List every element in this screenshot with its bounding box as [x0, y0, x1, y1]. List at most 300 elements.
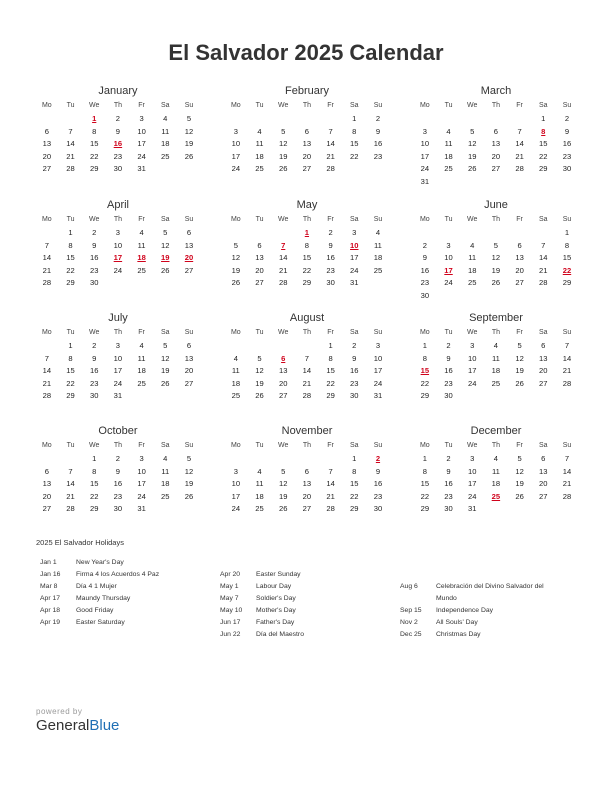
- day-cell: [508, 390, 532, 403]
- weekday-label: Tu: [255, 442, 264, 449]
- weekday-label: Sa: [350, 329, 359, 336]
- day-cell: 17: [137, 139, 146, 148]
- day-cell: 6: [304, 126, 310, 136]
- weekday-label: Th: [491, 102, 500, 109]
- day-cell: [342, 163, 366, 176]
- week-row: [35, 503, 201, 516]
- day-cell: 17: [420, 151, 430, 161]
- day-cell: 25: [137, 265, 146, 275]
- day-cell: 7: [564, 454, 570, 463]
- day-cell: 26: [467, 164, 477, 173]
- day-cell: 13: [515, 253, 524, 262]
- day-cell: [437, 113, 461, 126]
- weekday-label: Fr: [327, 102, 334, 109]
- month-name: December: [470, 425, 522, 437]
- weekday-header-row: [413, 213, 579, 227]
- weekday-label: Sa: [161, 329, 170, 336]
- day-cell: 5: [281, 466, 286, 476]
- day-cell: 15: [89, 479, 99, 488]
- weekday-label: Th: [491, 216, 500, 223]
- holiday-entry: [36, 581, 216, 593]
- month-name: October: [98, 425, 138, 437]
- weekday-label: Tu: [255, 102, 264, 109]
- holiday-name: Día del Maestro: [256, 631, 304, 638]
- day-cell: 22: [350, 151, 359, 161]
- week-row: [413, 265, 579, 278]
- day-cell: [437, 290, 461, 303]
- holiday-name: Easter Sunday: [256, 571, 301, 578]
- day-cell: 21: [66, 151, 75, 161]
- day-cell: 4: [493, 454, 499, 463]
- day-cell: [508, 503, 532, 516]
- day-cell: 30: [89, 391, 99, 400]
- day-cell: 10: [444, 253, 453, 262]
- holiday-day-cell: 2: [375, 454, 381, 463]
- day-cell: 23: [562, 151, 572, 161]
- day-cell: 29: [302, 278, 312, 287]
- day-cell: [106, 277, 130, 290]
- holiday-date: Dec 25: [400, 631, 422, 638]
- day-cell: 8: [92, 466, 97, 476]
- day-cell: 5: [233, 240, 238, 250]
- week-row: [224, 265, 390, 278]
- day-cell: 20: [302, 151, 312, 161]
- weekday-header-row: [413, 326, 579, 340]
- day-cell: 29: [350, 504, 359, 513]
- day-cell: 6: [493, 126, 499, 136]
- day-cell: 28: [42, 278, 52, 287]
- day-cell: 1: [68, 228, 73, 237]
- week-row: [224, 478, 390, 491]
- day-cell: 1: [422, 454, 427, 463]
- holiday-entry: [36, 605, 216, 617]
- day-cell: 17: [467, 366, 477, 375]
- holiday-name: Father's Day: [256, 619, 295, 626]
- weekday-label: We: [278, 442, 289, 449]
- day-cell: [555, 176, 579, 189]
- month-name: June: [484, 199, 508, 211]
- holiday-entry: [216, 569, 396, 581]
- month-name: August: [289, 312, 325, 324]
- day-cell: 26: [161, 378, 170, 388]
- day-cell: 9: [422, 253, 427, 262]
- day-cell: 14: [302, 366, 312, 375]
- day-cell: 23: [373, 151, 383, 161]
- day-cell: 27: [255, 278, 264, 287]
- brand-name-general: General: [36, 717, 90, 734]
- holiday-date: Jan 1: [40, 559, 57, 566]
- day-cell: 18: [255, 491, 264, 501]
- day-cell: 31: [113, 391, 123, 400]
- day-cell: 17: [467, 479, 477, 488]
- week-row: [413, 240, 579, 253]
- day-cell: [508, 176, 532, 189]
- holiday-column-0: [36, 557, 216, 629]
- week-row: [224, 252, 390, 265]
- weekday-label: Tu: [66, 216, 75, 223]
- day-cell: 23: [373, 491, 383, 501]
- day-cell: 20: [42, 491, 52, 501]
- holiday-name: Día 4 1 Mujer: [76, 583, 117, 590]
- weekday-label: We: [278, 216, 289, 223]
- week-row: [413, 491, 579, 504]
- day-cell: 16: [89, 253, 99, 262]
- day-cell: 13: [42, 139, 52, 148]
- holiday-entry: [216, 617, 396, 629]
- day-cell: 19: [491, 265, 501, 275]
- day-cell: [555, 290, 579, 303]
- day-cell: 27: [42, 164, 52, 173]
- day-cell: 13: [491, 139, 501, 148]
- day-cell: 12: [161, 240, 170, 250]
- day-cell: 18: [444, 151, 453, 161]
- weekday-label: Sa: [350, 216, 359, 223]
- week-row: [224, 277, 390, 290]
- day-cell: [224, 340, 248, 353]
- holiday-date: Apr 18: [40, 607, 61, 614]
- day-cell: 25: [255, 164, 264, 173]
- day-cell: 8: [92, 126, 97, 136]
- day-cell: 2: [564, 114, 570, 123]
- weekday-label: We: [278, 329, 289, 336]
- day-cell: 5: [163, 228, 168, 237]
- holiday-date: Mar 8: [40, 583, 58, 590]
- day-cell: 4: [375, 228, 381, 237]
- weekday-label: Mo: [41, 442, 52, 449]
- weekday-label: Su: [184, 216, 194, 223]
- week-row: [224, 126, 390, 139]
- day-cell: 25: [373, 265, 383, 275]
- day-cell: 6: [517, 240, 522, 250]
- weekday-label: We: [89, 216, 100, 223]
- weekday-label: Su: [562, 102, 572, 109]
- day-cell: 17: [137, 479, 146, 488]
- weekday-label: Tu: [444, 329, 453, 336]
- weekday-label: We: [467, 329, 478, 336]
- holiday-date: May 1: [220, 583, 239, 590]
- day-cell: 20: [491, 151, 501, 161]
- day-cell: [531, 290, 555, 303]
- day-cell: 31: [350, 278, 359, 287]
- holiday-entry: [216, 629, 396, 641]
- day-cell: 24: [467, 378, 477, 388]
- day-cell: 12: [184, 466, 194, 476]
- holiday-day-cell: 16: [113, 139, 123, 148]
- day-cell: 28: [562, 378, 572, 388]
- day-cell: 4: [470, 240, 475, 250]
- day-cell: 24: [113, 265, 123, 275]
- day-cell: 3: [375, 341, 381, 350]
- holiday-name: All Souls' Day: [436, 619, 478, 626]
- holiday-day-cell: 15: [420, 366, 430, 375]
- day-cell: 19: [161, 366, 170, 375]
- weekday-label: We: [89, 102, 100, 109]
- day-cell: 11: [137, 353, 146, 363]
- day-cell: [295, 340, 319, 353]
- holiday-day-cell: 1: [304, 228, 310, 237]
- day-cell: [508, 290, 532, 303]
- week-row: [224, 378, 390, 391]
- week-row: [224, 491, 390, 504]
- holiday-name: Celebración del Divino Salvador del: [436, 583, 544, 590]
- day-cell: 24: [231, 164, 241, 173]
- weekday-label: Th: [491, 329, 500, 336]
- day-cell: 1: [92, 454, 97, 463]
- day-cell: 19: [515, 479, 524, 488]
- day-cell: 10: [467, 353, 477, 363]
- week-row: [413, 466, 579, 479]
- day-cell: 12: [255, 366, 264, 375]
- holiday-name: New Year's Day: [76, 559, 124, 566]
- day-cell: 3: [233, 466, 238, 476]
- holiday-day-cell: 17: [113, 253, 123, 262]
- day-cell: 3: [470, 454, 475, 463]
- weekday-label: We: [278, 102, 289, 109]
- day-cell: 17: [350, 253, 359, 262]
- day-cell: 1: [352, 454, 357, 463]
- day-cell: 5: [186, 454, 192, 463]
- day-cell: 14: [66, 479, 75, 488]
- day-cell: 4: [257, 126, 262, 136]
- weekday-label: Su: [562, 216, 572, 223]
- day-cell: 26: [491, 278, 501, 287]
- day-cell: 26: [515, 491, 524, 501]
- day-cell: 13: [42, 479, 52, 488]
- weekday-label: Sa: [539, 329, 548, 336]
- day-cell: [366, 163, 390, 176]
- day-cell: 30: [350, 391, 359, 400]
- day-cell: [484, 503, 508, 516]
- weekday-label: Mo: [41, 102, 52, 109]
- day-cell: 8: [68, 353, 73, 363]
- day-cell: 6: [186, 341, 192, 350]
- day-cell: 3: [470, 341, 475, 350]
- holiday-entry: [396, 629, 586, 641]
- day-cell: 22: [420, 491, 430, 501]
- day-cell: 5: [493, 240, 499, 250]
- day-cell: 4: [139, 341, 144, 350]
- weekday-label: Tu: [66, 102, 75, 109]
- day-cell: [508, 227, 532, 240]
- day-cell: 29: [89, 164, 99, 173]
- day-cell: 3: [422, 126, 427, 136]
- day-cell: 27: [184, 265, 194, 275]
- day-cell: 29: [326, 391, 335, 400]
- holiday-column-1: [216, 569, 396, 641]
- week-row: [35, 340, 201, 353]
- day-cell: 31: [467, 504, 477, 513]
- month-2: [413, 83, 579, 188]
- month-9: [35, 423, 201, 516]
- month-name: February: [284, 85, 330, 97]
- week-row: [224, 227, 390, 240]
- day-cell: [531, 503, 555, 516]
- week-row: [413, 290, 579, 303]
- day-cell: 17: [113, 366, 123, 375]
- day-cell: 2: [422, 240, 427, 250]
- day-cell: 14: [278, 253, 288, 262]
- day-cell: 10: [420, 139, 430, 148]
- day-cell: 2: [92, 341, 97, 350]
- day-cell: 26: [184, 151, 194, 161]
- week-row: [224, 113, 390, 126]
- day-cell: [248, 227, 272, 240]
- holiday-date: May 10: [220, 607, 243, 614]
- weekday-label: Mo: [419, 329, 430, 336]
- holiday-date: Apr 17: [40, 595, 61, 602]
- day-cell: [366, 277, 390, 290]
- day-cell: 23: [444, 378, 453, 388]
- day-cell: 20: [302, 491, 312, 501]
- day-cell: 9: [352, 353, 357, 363]
- holiday-name: Maundy Thursday: [76, 595, 131, 602]
- day-cell: 4: [139, 228, 144, 237]
- weekday-label: Fr: [516, 329, 523, 336]
- week-row: [35, 365, 201, 378]
- day-cell: 9: [92, 353, 97, 363]
- day-cell: 29: [539, 164, 548, 173]
- weekday-label: Th: [302, 329, 311, 336]
- day-cell: 1: [564, 228, 570, 237]
- day-cell: 13: [302, 479, 312, 488]
- day-cell: 19: [231, 265, 241, 275]
- day-cell: 15: [420, 479, 430, 488]
- day-cell: [35, 340, 59, 353]
- month-name: January: [98, 85, 138, 97]
- holiday-date: Jun 17: [220, 619, 241, 626]
- day-cell: 20: [539, 479, 548, 488]
- day-cell: 27: [302, 504, 312, 513]
- day-cell: 30: [113, 164, 123, 173]
- day-cell: 18: [491, 366, 501, 375]
- day-cell: 3: [233, 126, 238, 136]
- day-cell: 9: [115, 466, 121, 476]
- day-cell: [484, 227, 508, 240]
- holiday-name: Mundo: [436, 595, 457, 602]
- weekday-label: Mo: [419, 442, 430, 449]
- day-cell: 22: [89, 151, 99, 161]
- day-cell: 27: [42, 504, 52, 513]
- day-cell: 6: [44, 466, 49, 476]
- week-row: [413, 176, 579, 189]
- month-0: [35, 83, 201, 176]
- day-cell: 2: [328, 228, 333, 237]
- day-cell: 7: [68, 126, 73, 136]
- day-cell: 28: [42, 391, 52, 400]
- holiday-entry: [216, 605, 396, 617]
- day-cell: 9: [115, 126, 121, 136]
- day-cell: 11: [491, 353, 500, 363]
- day-cell: 16: [420, 265, 430, 275]
- day-cell: 28: [515, 164, 524, 173]
- holiday-day-cell: 8: [541, 126, 546, 136]
- day-cell: 24: [444, 278, 453, 287]
- week-row: [35, 390, 201, 403]
- day-cell: 4: [163, 454, 168, 463]
- weekday-label: Mo: [230, 216, 241, 223]
- week-row: [413, 151, 579, 164]
- day-cell: 3: [139, 454, 144, 463]
- day-cell: 16: [373, 139, 383, 148]
- day-cell: 16: [444, 366, 453, 375]
- weekday-label: Th: [113, 329, 122, 336]
- day-cell: [35, 227, 59, 240]
- weekday-label: Fr: [138, 329, 145, 336]
- day-cell: 19: [184, 139, 194, 148]
- day-cell: 20: [255, 265, 264, 275]
- day-cell: 8: [352, 126, 357, 136]
- month-6: [35, 310, 201, 403]
- day-cell: [153, 390, 177, 403]
- day-cell: 26: [278, 504, 288, 513]
- day-cell: [484, 113, 508, 126]
- weekday-label: Fr: [138, 216, 145, 223]
- week-row: [35, 378, 201, 391]
- day-cell: 2: [446, 341, 451, 350]
- day-cell: 13: [539, 353, 548, 363]
- day-cell: 28: [562, 491, 572, 501]
- day-cell: [555, 390, 579, 403]
- day-cell: 21: [539, 265, 548, 275]
- day-cell: 16: [444, 479, 453, 488]
- weekday-label: We: [89, 329, 100, 336]
- day-cell: 6: [304, 466, 310, 476]
- day-cell: 7: [541, 240, 546, 250]
- day-cell: 28: [66, 164, 75, 173]
- holiday-day-cell: 22: [562, 265, 572, 275]
- day-cell: [531, 390, 555, 403]
- day-cell: 25: [231, 391, 241, 400]
- day-cell: [484, 176, 508, 189]
- holiday-day-cell: 20: [184, 253, 194, 262]
- week-row: [224, 163, 390, 176]
- holiday-date: Sep 15: [400, 607, 422, 614]
- day-cell: 9: [375, 466, 381, 476]
- day-cell: 18: [231, 378, 241, 388]
- day-cell: 4: [233, 353, 238, 363]
- weekday-label: Su: [184, 102, 194, 109]
- day-cell: 9: [446, 466, 451, 476]
- holiday-name: Labour Day: [256, 583, 292, 590]
- day-cell: 31: [420, 176, 430, 186]
- weekday-header-row: [35, 326, 201, 340]
- week-row: [35, 252, 201, 265]
- day-cell: 31: [137, 504, 146, 513]
- weekday-label: Sa: [161, 216, 170, 223]
- day-cell: 25: [444, 164, 453, 173]
- month-name: September: [469, 312, 523, 324]
- day-cell: 24: [137, 151, 146, 161]
- day-cell: 10: [113, 240, 123, 250]
- day-cell: 24: [137, 491, 146, 501]
- holiday-date: Aug 6: [400, 583, 418, 590]
- day-cell: [555, 503, 579, 516]
- day-cell: 29: [89, 504, 99, 513]
- day-cell: 15: [66, 253, 75, 262]
- day-cell: [130, 277, 154, 290]
- week-row: [224, 503, 390, 516]
- day-cell: 29: [66, 278, 75, 287]
- day-cell: 13: [539, 466, 548, 476]
- month-4: [224, 197, 390, 290]
- day-cell: 21: [66, 491, 75, 501]
- day-cell: 12: [161, 353, 170, 363]
- weekday-label: Fr: [516, 102, 523, 109]
- day-cell: 31: [137, 164, 146, 173]
- weekday-label: We: [467, 216, 478, 223]
- day-cell: 4: [493, 341, 499, 350]
- day-cell: 1: [328, 341, 333, 350]
